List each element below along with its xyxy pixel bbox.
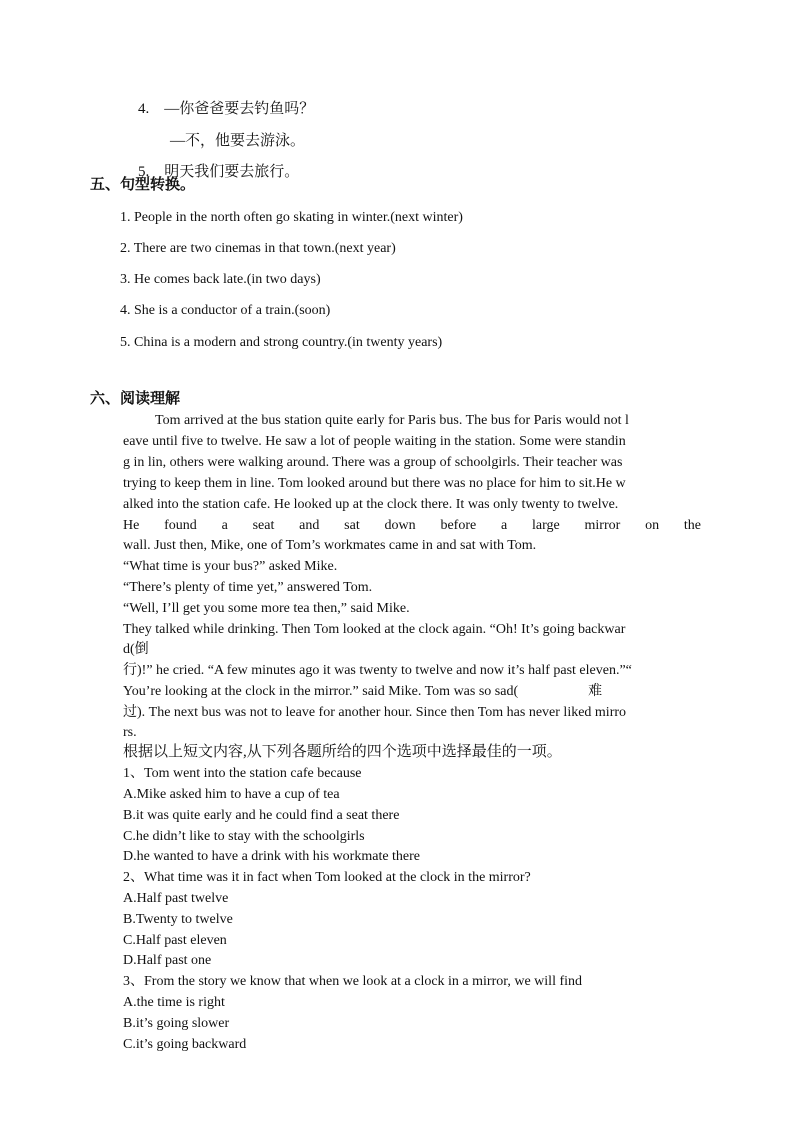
item-number: 5.	[138, 164, 150, 180]
section5-item: 5. China is a modern and strong country.(in twenty years)	[120, 335, 443, 350]
passage-line: g in lin, others were walking around. There was a group of schoolgirls. Their teacher was	[123, 455, 623, 470]
question-option: C.he didn’t like to stay with the schoolgirls	[123, 829, 365, 844]
passage-line: trying to keep them in line. Tom looked around but there was no place for him to sit.He w	[123, 476, 626, 491]
item-text: 明天我们要去旅行。	[164, 164, 300, 180]
section5-item: 4. She is a conductor of a train.(soon)	[120, 303, 331, 318]
item-text: —你爸爸要去钓鱼吗？	[164, 101, 315, 117]
question-option: A.Mike asked him to have a cup of tea	[123, 787, 340, 802]
item-number: 4.	[138, 101, 150, 117]
question-option: B.it was quite early and he could find a seat there	[123, 808, 400, 823]
item-text: —不，他要去游泳。	[170, 133, 306, 149]
question-option: C.it’s going backward	[123, 1037, 247, 1052]
question-option: D.he wanted to have a drink with his workmate there	[123, 849, 421, 864]
question-stem: 2、What time was it in fact when Tom looked at the clock in the mirror?	[123, 870, 531, 885]
passage-line: “Well, I’ll get you some more tea then,” said Mike.	[123, 601, 410, 616]
passage-line: “There’s plenty of time yet,” answered Tom.	[123, 580, 373, 595]
section5-heading: 五、句型转换。	[90, 177, 196, 193]
passage-line: eave until five to twelve. He saw a lot of people waiting in the station. Some were standin	[123, 434, 626, 449]
passage-line: d(倒	[123, 642, 149, 657]
passage-line: “What time is your bus?” asked Mike.	[123, 559, 338, 574]
question-option: B.it’s going slower	[123, 1016, 230, 1031]
question-stem: 3、From the story we know that when we look at a clock in a mirror, we will find	[123, 974, 583, 989]
passage-line: 过). The next bus was not to leave for another hour. Since then Tom has never liked mirro	[123, 705, 627, 720]
reading-instruction: 根据以上短文内容,从下列各题所给的四个选项中选择最佳的一项。	[123, 744, 562, 760]
passage-line: Tom arrived at the bus station quite early for Paris bus. The bus for Paris would not l	[155, 413, 629, 428]
question-option: A.the time is right	[123, 995, 225, 1010]
question-option: B.Twenty to twelve	[123, 912, 233, 927]
question-option: D.Half past one	[123, 953, 212, 968]
passage-line: alked into the station cafe. He looked up at the clock there. It was only twenty to twelve.	[123, 497, 619, 512]
section5-item: 3. He comes back late.(in two days)	[120, 272, 321, 287]
question-option: A.Half past twelve	[123, 891, 229, 906]
question-stem: 1、Tom went into the station cafe because	[123, 766, 362, 781]
question-option: C.Half past eleven	[123, 933, 227, 948]
passage-line: He found a seat and sat down before a large mirror on the	[123, 518, 701, 533]
section6-heading: 六、阅读理解	[90, 391, 181, 407]
passage-line: wall. Just then, Mike, one of Tom’s workmates came in and sat with Tom.	[123, 538, 537, 553]
passage-line: rs.	[123, 725, 137, 740]
passage-line: 行)!” he cried. “A few minutes ago it was twenty to twelve and now it’s half past eleven.”“	[123, 663, 632, 678]
section5-item: 1. People in the north often go skating in winter.(next winter)	[120, 210, 463, 225]
section5-item: 2. There are two cinemas in that town.(next year)	[120, 241, 396, 256]
passage-line: They talked while drinking. Then Tom looked at the clock again. “Oh! It’s going backwar	[123, 622, 626, 637]
passage-line: You’re looking at the clock in the mirror.” said Mike. Tom was so sad( 难	[123, 684, 603, 699]
